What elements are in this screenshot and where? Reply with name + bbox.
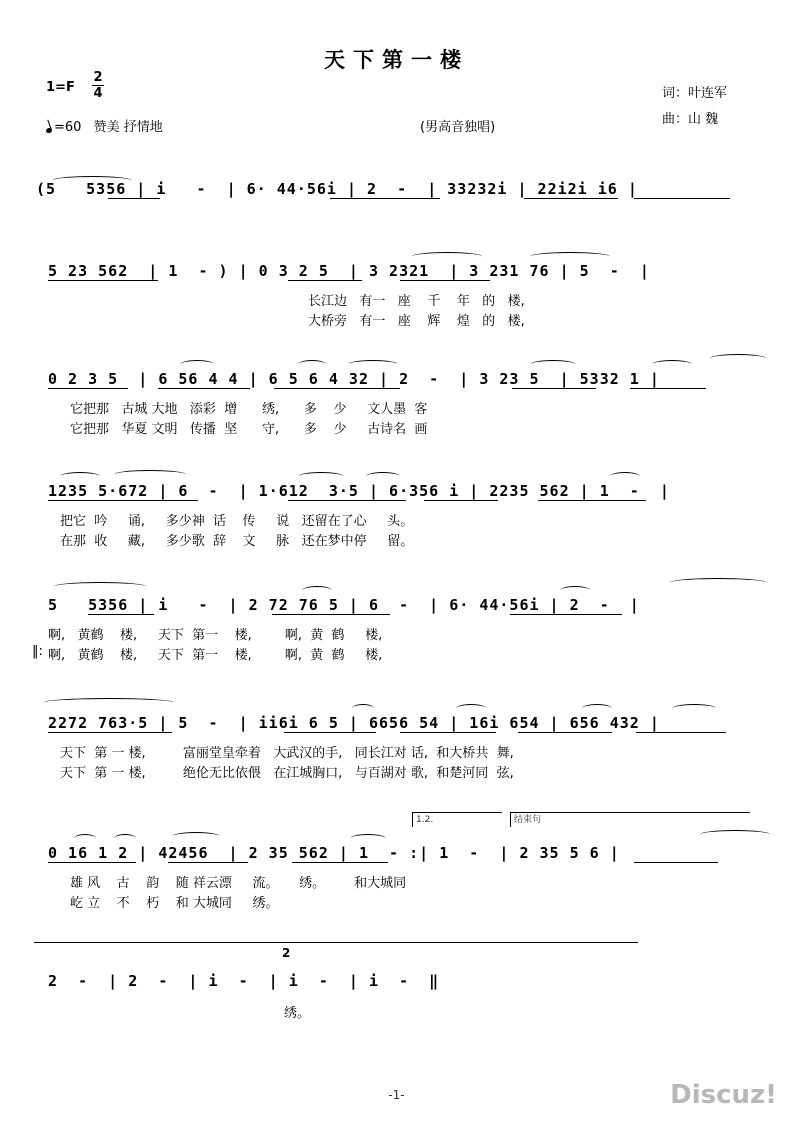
lyrics-verse-1: 啊, 黄鹤 楼, 天下 第一 楼, 啊, 黄 鹤 楼, <box>48 628 383 643</box>
underline-beam <box>510 614 622 615</box>
underline-beam <box>636 732 726 733</box>
lyrics-verse-1: 天下 第 一 楼, 富丽堂皇牵着 大武汉的手, 同长江对 话, 和大桥共 舞, <box>60 746 514 761</box>
slur <box>52 176 132 185</box>
slur <box>348 360 398 369</box>
slur <box>114 470 186 479</box>
lyrics-verse-1: 长江边 有一 座 千 年 的 楼, <box>308 294 525 309</box>
lyrics-verse-1: 它把那 古城 大地 添彩 增 绣, 多 少 文人墨 客 <box>70 402 428 417</box>
score-row-2 <box>30 258 760 328</box>
slur <box>366 472 400 481</box>
page-number: -1- <box>388 1088 405 1102</box>
notation-line: 2272 763·5 | 5 - | ii6i 6 5 | 6656 54 | 16i 654 | 656 432 | <box>48 714 660 732</box>
underline-beam <box>512 388 596 389</box>
underline-beam <box>168 862 248 863</box>
repeat-start: ‖: <box>32 644 43 659</box>
key-signature: 1=F <box>46 80 75 95</box>
score-row-4 <box>30 478 760 548</box>
lyrics-verse-1: 绣。 <box>284 1006 311 1021</box>
underline-beam <box>630 388 706 389</box>
notation-line: (5 5356 | i - | 6· 44·56i | 2 - | 33232i | 22i2i i6 | <box>36 180 638 198</box>
underline-beam <box>424 500 498 501</box>
slur <box>54 582 146 591</box>
watermark: Discuz! <box>670 1080 777 1110</box>
lyrics-verse-2: 大桥旁 有一 座 辉 煌 的 楼, <box>308 314 525 329</box>
score-row-3 <box>30 366 760 436</box>
score-row-1 <box>30 176 760 206</box>
slur <box>582 704 612 713</box>
underline-beam <box>284 732 376 733</box>
notation-line: 1235 5·672 | 6 - | 1·612 3·5 | 6·356 i | 2235 562 | 1 - | <box>48 482 670 500</box>
expression-text: 赞美 抒情地 <box>93 120 163 135</box>
underline-beam <box>272 614 390 615</box>
slur <box>530 360 576 369</box>
slur <box>172 832 220 841</box>
slur <box>44 698 174 707</box>
lyrics-verse-2: 啊, 黄鹤 楼, 天下 第一 楼, 啊, 黄 鹤 楼, <box>48 648 383 663</box>
tempo-value: =60 <box>54 120 82 135</box>
quarter-note-icon <box>45 127 52 134</box>
underline-beam <box>518 732 612 733</box>
grace-note: 2 <box>282 946 291 960</box>
underline-beam <box>292 862 388 863</box>
slur <box>352 704 374 713</box>
performance-note: (男高音独唱) <box>420 120 496 135</box>
notation-line: 2 - | 2 - | i - | i - | i - ‖ <box>48 972 440 990</box>
slur <box>530 252 610 261</box>
underline-beam <box>330 198 440 199</box>
volta-first-ending: 1.2. <box>412 812 502 827</box>
notation-line: 0 16 1 2 | 42456 | 2 35 562 | 1 - :| 1 - | 2 35 5 6 | <box>48 844 620 862</box>
slur <box>350 834 386 843</box>
notation-line: 5 5356 | i - | 2 72 76 5 | 6 - | 6· 44·56i | 2 - | <box>48 596 640 614</box>
underline-beam <box>48 388 128 389</box>
meter-numerator: 2 <box>93 70 103 85</box>
slur <box>700 830 770 839</box>
underline-beam <box>288 500 406 501</box>
slur <box>302 586 332 595</box>
underline-beam <box>88 614 154 615</box>
slur <box>412 252 482 261</box>
slur <box>60 472 100 481</box>
slur <box>74 834 96 843</box>
lyrics-verse-2: 在那 收 藏, 多少歌 辞 文 脉 还在梦中停 留。 <box>60 534 414 549</box>
lyrics-verse-2: 屹 立 不 朽 和 大城同 绣。 <box>70 896 279 911</box>
underline-beam <box>48 862 136 863</box>
score-row-5 <box>30 592 760 662</box>
slur <box>710 354 766 363</box>
underline-beam <box>48 500 198 501</box>
score-row-7 <box>30 840 760 910</box>
underline-beam <box>634 862 718 863</box>
lyrics-verse-1: 把它 吟 诵, 多少神 话 传 说 还留在了心 头。 <box>60 514 414 529</box>
slur <box>670 578 766 587</box>
tempo-marking <box>46 116 163 135</box>
lyrics-verse-2: 天下 第 一 楼, 绝伦无比依偎 在江城胸口, 与百湖对 歌, 和楚河同 弦, <box>60 766 514 781</box>
composer-credit: 曲：山 魏 <box>662 112 719 127</box>
underline-beam <box>48 280 158 281</box>
slur <box>652 360 692 369</box>
lyricist-credit: 词：叶连军 <box>662 86 728 101</box>
slur <box>298 472 344 481</box>
slur <box>560 586 590 595</box>
slur <box>298 360 326 369</box>
slur <box>672 704 716 713</box>
underline-beam <box>400 280 490 281</box>
underline-beam <box>48 732 172 733</box>
time-signature <box>92 70 104 101</box>
meter-denominator: 4 <box>93 86 103 101</box>
underline-beam <box>108 198 160 199</box>
tie-line <box>34 942 638 943</box>
underline-beam <box>274 388 400 389</box>
slur <box>114 834 136 843</box>
underline-beam <box>524 198 618 199</box>
underline-beam <box>288 280 362 281</box>
score-row-8 <box>30 968 760 1021</box>
underline-beam <box>400 732 496 733</box>
slur <box>610 472 640 481</box>
volta-ending-phrase: 结束句 <box>510 812 750 827</box>
underline-beam <box>634 198 730 199</box>
score-row-6 <box>30 710 760 780</box>
notation-line: 0 2 3 5 | 6 56 4 4 | 6 5 6 4 32 | 2 - | 3 23 5 | 5332 1 | <box>48 370 660 388</box>
slur <box>456 704 486 713</box>
notation-line: 5 23 562 | 1 - ) | 0 3 2 5 | 3 2321 | 3 231 76 | 5 - | <box>48 262 650 280</box>
underline-beam <box>158 388 250 389</box>
lyrics-verse-2: 它把那 华夏 文明 传播 坚 守, 多 少 古诗名 画 <box>70 422 428 437</box>
page-title: 天下第一楼 <box>324 48 469 72</box>
underline-beam <box>538 500 646 501</box>
slur <box>180 360 214 369</box>
lyrics-verse-1: 雄 风 古 韵 随 祥云漂 流。 绣。 和大城同 <box>70 876 407 891</box>
